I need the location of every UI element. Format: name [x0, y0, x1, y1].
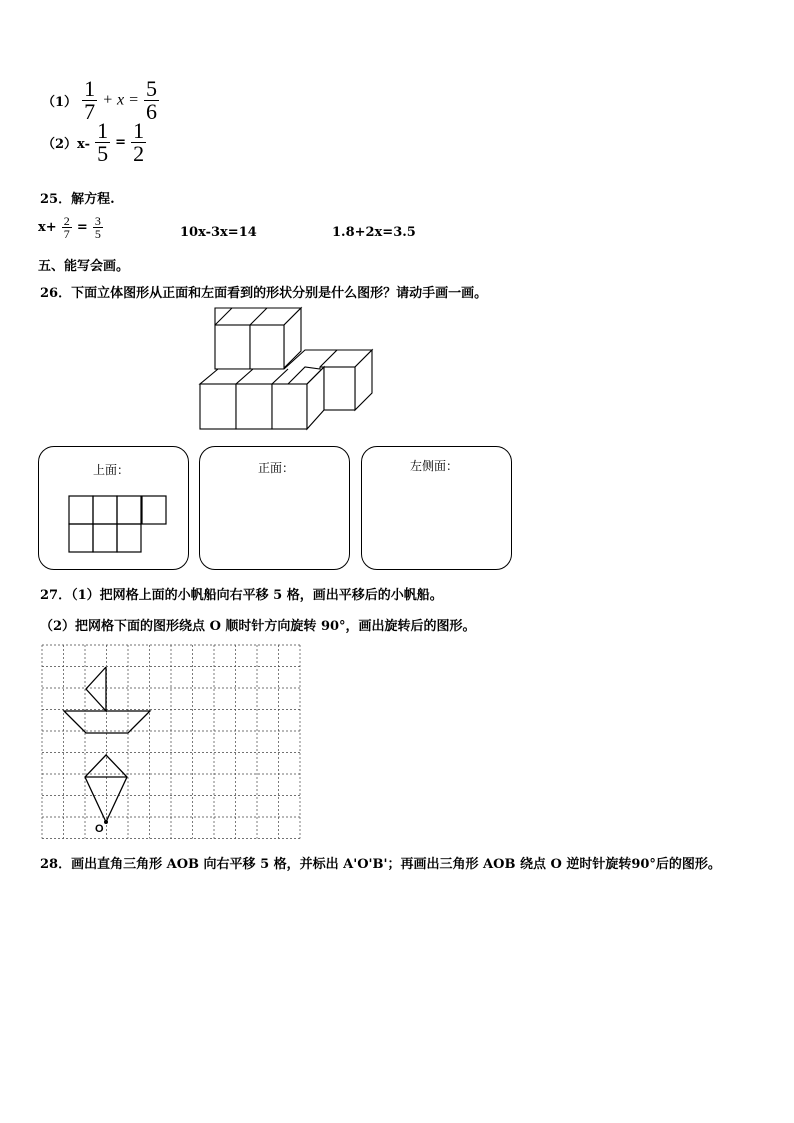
numerator: 2	[63, 214, 70, 228]
q25-equation-1	[38, 215, 103, 240]
q25-equation-2: 10x-3x=14	[180, 225, 257, 240]
q27-part1: 27．（1）把网格上面的小帆船向右平移 5 格，画出平移后的小帆船。	[40, 588, 443, 603]
q24-part1-label: （1）	[42, 95, 78, 110]
fraction	[62, 215, 72, 240]
fraction	[93, 215, 103, 240]
point-o-label: O	[95, 823, 104, 835]
q26-title: 26．下面立体图形从正面和左面看到的形状分别是什么图形？请动手画一画。	[40, 286, 488, 301]
top-view-box	[38, 446, 189, 570]
q28-text: 28．画出直角三角形 AOB 向右平移 5 格，并标出 A'O'B'；再画出三角形 AOB 绕点 O 逆时针旋转90°后的图形。	[40, 857, 721, 872]
denominator: 7	[84, 99, 96, 124]
section-heading: 五、能写会画。	[38, 259, 130, 274]
numerator: 1	[97, 118, 109, 143]
left-view-label: 左侧面：	[410, 459, 459, 473]
equals-sign: =	[115, 135, 127, 150]
fraction	[131, 120, 146, 165]
point-o-dot	[104, 820, 108, 824]
left-view-box[interactable]	[361, 446, 512, 570]
q27-grid-figure	[40, 644, 304, 844]
top-view-grid	[68, 495, 168, 555]
fraction	[82, 78, 97, 123]
q24-equation-1	[42, 78, 159, 123]
q27-part2: （2）把网格下面的图形绕点 O 顺时针方向旋转 90°，画出旋转后的图形。	[40, 619, 476, 634]
fraction	[144, 78, 159, 123]
denominator: 5	[97, 141, 109, 166]
front-view-label: 正面：	[258, 461, 295, 475]
denominator: 2	[133, 141, 145, 166]
q25-title: 25．解方程.	[40, 192, 115, 207]
denominator: 6	[146, 99, 158, 124]
numerator: 1	[133, 118, 145, 143]
numerator: 1	[84, 76, 96, 101]
front-view-box[interactable]	[199, 446, 350, 570]
equals-sign: =	[76, 220, 88, 235]
cube-stack-figure	[195, 303, 380, 433]
numerator: 3	[94, 214, 101, 228]
q24-part2-label: （2）x-	[42, 137, 90, 152]
equation-middle: + x =	[102, 91, 139, 109]
denominator: 5	[94, 227, 101, 241]
fraction	[95, 120, 110, 165]
q24-equation-2	[42, 120, 146, 165]
equation-prefix: x+	[38, 220, 57, 235]
numerator: 5	[146, 76, 158, 101]
top-view-label: 上面：	[93, 463, 130, 477]
denominator: 7	[63, 227, 70, 241]
q25-equation-3: 1.8+2x=3.5	[332, 225, 416, 240]
